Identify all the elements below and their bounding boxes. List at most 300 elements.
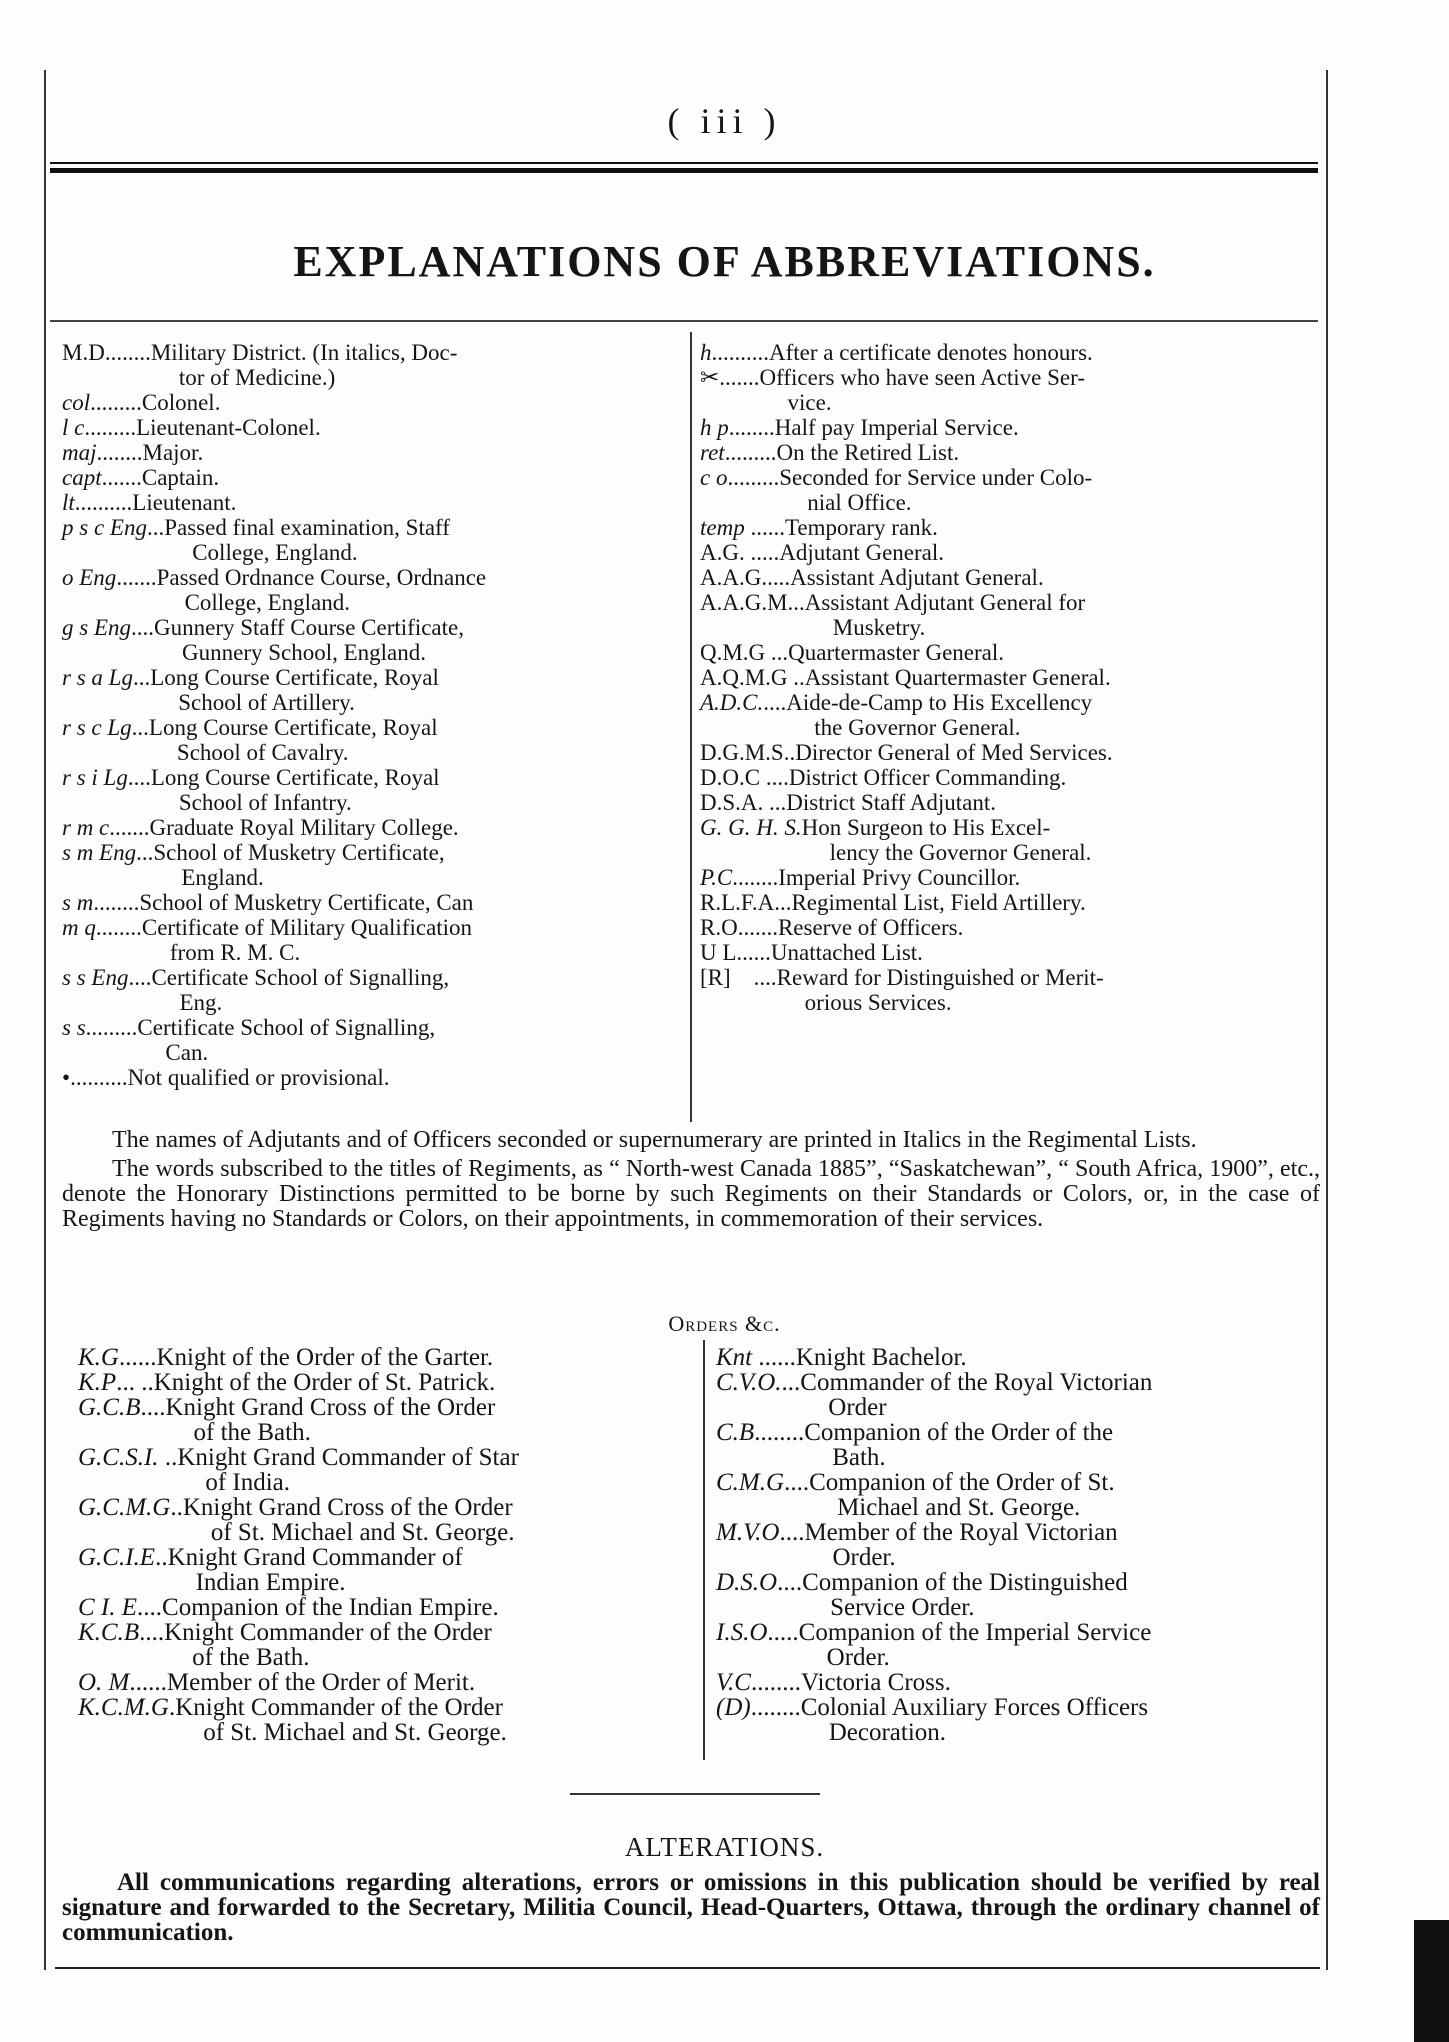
abbreviation-definition-line: Reward for Distinguished or Merit- xyxy=(776,965,1104,990)
abbreviation-entry xyxy=(700,965,1320,1015)
abbreviation-leader-dots: .... xyxy=(131,615,154,640)
order-leader-dots: . xyxy=(168,1694,176,1721)
order-entry xyxy=(716,1470,1320,1520)
abbreviation-definition xyxy=(779,465,1320,515)
abbreviation-definition-line: Certificate of Military Qualification xyxy=(141,915,473,940)
abbreviation-leader-dots: ......... xyxy=(90,390,142,415)
abbreviation-definition-line: Quartermaster General. xyxy=(788,640,1004,665)
order-definition-line: Knight Grand Commander of Star xyxy=(177,1444,519,1471)
order-definition-line: Knight of the Order of the Garter. xyxy=(156,1344,494,1371)
abbreviation-entry xyxy=(62,715,672,765)
abbreviation-leader-dots: .. xyxy=(793,590,805,615)
order-leader-dots: ..... xyxy=(767,1619,799,1646)
header-rule-thin xyxy=(50,162,1318,164)
abbreviation-definition-line: Hon Surgeon to His Excel- xyxy=(801,815,1051,840)
order-definition xyxy=(809,1470,1320,1520)
abbreviation-definition xyxy=(136,415,672,440)
abbreviation-leader-dots: .... xyxy=(128,965,152,990)
order-definition-line: Victoria Cross. xyxy=(800,1669,951,1696)
header-rule-thick xyxy=(50,168,1318,173)
order-definition xyxy=(804,1420,1320,1470)
abbreviation-definition xyxy=(771,940,1320,965)
order-definition xyxy=(164,1620,678,1670)
abbreviation-definition xyxy=(802,815,1320,865)
abbreviation-leader-dots: .... xyxy=(760,765,789,790)
abbreviation-entry xyxy=(62,565,672,615)
order-leader-dots: ...... xyxy=(752,1344,796,1371)
bottom-rule xyxy=(55,1967,1320,1969)
abbreviation-leader-dots: .......... xyxy=(70,1065,128,1090)
abbreviation-abbreviation: capt xyxy=(62,465,102,490)
order-leader-dots: .... xyxy=(139,1619,165,1646)
abbreviation-abbreviation: h xyxy=(700,340,712,365)
abbreviation-abbreviation: P.C xyxy=(700,865,733,890)
page-number: ( iii ) xyxy=(667,101,782,141)
abbreviation-definition xyxy=(775,415,1320,440)
alterations-paragraph: All communications regarding alterations, errors or omissions in this publication should be verified by real signature and forwarded to the Secretary, Militia Council, Head-Quarters, Ottawa, through the ordinary channel of communication. xyxy=(62,1869,1320,1946)
abbreviation-leader-dots: ... xyxy=(763,790,787,815)
abbreviation-abbreviation: p s c Eng xyxy=(62,515,147,540)
abbreviation-entry xyxy=(62,890,672,915)
order-entry xyxy=(716,1370,1320,1420)
abbreviation-abbreviation: h p xyxy=(700,415,729,440)
order-definition-line: Knight Grand Commander of xyxy=(167,1544,463,1571)
abbreviation-definition-line: vice. xyxy=(787,390,832,415)
abbreviation-entry xyxy=(62,465,672,490)
order-entry xyxy=(78,1545,678,1595)
abbreviation-definition-line: District Officer Commanding. xyxy=(788,765,1067,790)
order-leader-dots: ...... xyxy=(129,1669,167,1696)
abbreviation-leader-dots: ...... xyxy=(744,515,785,540)
abbreviation-abbreviation: maj xyxy=(62,440,97,465)
order-abbreviation: I.S.O xyxy=(716,1619,768,1646)
abbreviation-abbreviation: r s a Lg xyxy=(62,665,133,690)
order-definition xyxy=(162,1595,678,1620)
abbreviation-abbreviation: ✂ xyxy=(700,365,720,390)
order-definition-line: of St. Michael and St. George. xyxy=(210,1519,515,1546)
order-definition xyxy=(177,1445,678,1495)
order-definition xyxy=(796,1345,1320,1370)
abbreviation-leader-dots: ....... xyxy=(116,565,157,590)
abbreviation-definition-line: nial Office. xyxy=(807,490,912,515)
abbreviation-abbreviation: l c xyxy=(62,415,85,440)
abbreviation-abbreviation: ret xyxy=(700,440,725,465)
abbreviation-definition-line: the Governor General. xyxy=(814,715,1021,740)
column-divider xyxy=(690,332,692,1122)
order-abbreviation: K.C.M.G xyxy=(78,1694,169,1721)
abbreviation-definition-line: Passed final examination, Staff xyxy=(164,515,450,540)
order-definition-line: Companion of the Distinguished xyxy=(802,1569,1128,1596)
abbreviation-definition-line: Seconded for Service under Colo- xyxy=(779,465,1093,490)
order-abbreviation: G.C.I.E xyxy=(78,1544,156,1571)
abbreviation-definition xyxy=(151,765,672,815)
order-entry xyxy=(78,1395,678,1445)
order-entry xyxy=(78,1495,678,1545)
abbreviation-entry xyxy=(700,465,1320,515)
abbreviation-leader-dots: ........ xyxy=(96,440,143,465)
abbreviation-entry xyxy=(62,390,672,415)
order-definition-line: of India. xyxy=(205,1469,291,1496)
abbreviation-entry xyxy=(62,490,672,515)
abbreviation-definition-line: Colonel. xyxy=(141,390,221,415)
abbreviation-definition xyxy=(786,690,1320,740)
order-leader-dots: ... .. xyxy=(116,1369,154,1396)
order-abbreviation: K.P xyxy=(78,1369,117,1396)
left-orders-list xyxy=(78,1345,678,1745)
order-definition-line: Commander of the Royal Victorian xyxy=(800,1369,1153,1396)
abbreviation-abbreviation: Q.M.G xyxy=(700,640,766,665)
abbreviation-leader-dots: ....... xyxy=(101,465,142,490)
abbreviation-leader-dots: ..... xyxy=(744,540,780,565)
order-entry xyxy=(78,1595,678,1620)
abbreviation-abbreviation: • xyxy=(62,1065,71,1090)
abbreviation-definition xyxy=(150,815,672,840)
abbreviation-abbreviation: U L xyxy=(700,940,737,965)
notes-section xyxy=(62,1128,1320,1236)
abbreviation-definition-line: Captain. xyxy=(141,465,220,490)
abbreviation-definition-line: Not qualified or provisional. xyxy=(127,1065,390,1090)
abbreviation-entry xyxy=(700,765,1320,790)
order-entry xyxy=(716,1620,1320,1670)
abbreviation-definition-line: Passed Ordnance Course, Ordnance xyxy=(156,565,487,590)
order-definition xyxy=(183,1495,678,1545)
abbreviation-definition-line: College, England. xyxy=(184,590,350,615)
abbreviation-definition-line: School of Musketry Certificate, Can xyxy=(139,890,474,915)
abbreviation-leader-dots: ... xyxy=(765,640,789,665)
order-entry xyxy=(78,1670,678,1695)
abbreviation-definition xyxy=(795,740,1320,765)
abbreviation-entry xyxy=(62,665,672,715)
abbreviation-abbreviation: s s xyxy=(62,1015,86,1040)
abbreviation-definition-line: Regimental List, Field Artillery. xyxy=(791,890,1086,915)
order-definition-line: of the Bath. xyxy=(193,1419,311,1446)
order-leader-dots: ... xyxy=(781,1369,801,1396)
abbreviation-abbreviation: m q xyxy=(62,915,96,940)
abbreviation-definition xyxy=(128,1065,672,1090)
order-definition xyxy=(801,1670,1320,1695)
order-abbreviation: K.C.B xyxy=(78,1619,140,1646)
abbreviation-leader-dots: .. xyxy=(783,740,796,765)
abbreviation-definition-line: from R. M. C. xyxy=(169,940,301,965)
order-definition-line: Colonial Auxiliary Forces Officers xyxy=(800,1694,1149,1721)
abbreviation-definition-line: On the Retired List. xyxy=(776,440,960,465)
order-definition xyxy=(802,1570,1320,1620)
abbreviation-leader-dots: .... xyxy=(767,565,791,590)
abbreviation-definition-line: Director General of Med Services. xyxy=(795,740,1113,765)
order-definition-line: Knight Grand Cross of the Order xyxy=(165,1394,496,1421)
order-leader-dots: .. xyxy=(170,1494,183,1521)
abbreviation-definition xyxy=(149,715,672,765)
order-definition-line: Indian Empire. xyxy=(195,1569,346,1596)
abbreviation-definition-line: Unattached List. xyxy=(770,940,923,965)
abbreviation-leader-dots: ........ xyxy=(732,865,779,890)
order-leader-dots: .... xyxy=(784,1469,810,1496)
abbreviation-definition xyxy=(777,965,1320,1015)
abbreviation-abbreviation: A.G. xyxy=(700,540,745,565)
section-divider xyxy=(570,1793,820,1795)
abbreviation-definition xyxy=(150,665,672,715)
abbreviation-entry xyxy=(62,1065,672,1090)
order-entry xyxy=(716,1520,1320,1570)
abbreviation-definition-line: School of Artillery. xyxy=(178,690,355,715)
abbreviation-abbreviation: A.A.G. xyxy=(700,565,768,590)
abbreviation-definition-line: School of Musketry Certificate, xyxy=(153,840,445,865)
abbreviation-definition-line: Certificate School of Signalling, xyxy=(137,1015,436,1040)
abbreviation-entry xyxy=(62,840,672,890)
abbreviation-abbreviation: D.O.C xyxy=(700,765,761,790)
order-definition-line: Knight Commander of the Order xyxy=(164,1619,492,1646)
order-abbreviation: V.C xyxy=(716,1669,751,1696)
order-entry xyxy=(78,1345,678,1370)
abbreviation-definition-line: Major. xyxy=(142,440,204,465)
order-definition-line: of St. Michael and St. George. xyxy=(203,1719,507,1746)
order-abbreviation: (D) xyxy=(716,1694,751,1721)
order-definition-line: Member of the Order of Merit. xyxy=(166,1669,476,1696)
order-definition-line: Knight Grand Cross of the Order xyxy=(182,1494,513,1521)
page-title: EXPLANATIONS OF ABBREVIATIONS. xyxy=(293,237,1156,286)
abbreviation-definition-line: Adjutant General. xyxy=(779,540,945,565)
order-leader-dots: .... xyxy=(140,1394,166,1421)
abbreviation-entry xyxy=(700,515,1320,540)
abbreviation-leader-dots: ......... xyxy=(724,440,777,465)
order-abbreviation: C.B xyxy=(716,1419,755,1446)
order-definition-line: Bath. xyxy=(832,1444,886,1471)
order-definition-line: Order. xyxy=(826,1644,890,1671)
left-abbreviation-list xyxy=(62,340,672,1090)
abbreviation-leader-dots: ...... xyxy=(736,940,771,965)
abbreviation-definition xyxy=(788,640,1320,665)
abbreviation-leader-dots: ....... xyxy=(719,365,760,390)
abbreviation-entry xyxy=(62,515,672,565)
abbreviation-definition xyxy=(778,915,1320,940)
order-entry xyxy=(716,1345,1320,1370)
abbreviation-abbreviation: r s i Lg xyxy=(62,765,128,790)
abbreviation-definition-line: Half pay Imperial Service. xyxy=(774,415,1019,440)
order-abbreviation: G.C.S.I. xyxy=(78,1444,159,1471)
order-leader-dots: ...... xyxy=(118,1344,157,1371)
order-definition-line: of the Bath. xyxy=(192,1644,310,1671)
abbreviation-definition-line: tor of Medicine.) xyxy=(178,365,336,390)
order-definition xyxy=(175,1695,678,1745)
abbreviation-leader-dots: .... xyxy=(127,765,151,790)
order-leader-dots: .... xyxy=(779,1519,805,1546)
orders-divider xyxy=(703,1340,705,1760)
abbreviation-leader-dots: .. xyxy=(787,665,805,690)
order-entry xyxy=(716,1570,1320,1620)
order-abbreviation: M.V.O xyxy=(716,1519,780,1546)
abbreviation-definition xyxy=(776,440,1320,465)
order-definition-line: Knight Bachelor. xyxy=(795,1344,967,1371)
abbreviation-definition xyxy=(786,790,1320,815)
order-entry xyxy=(78,1695,678,1745)
abbreviation-entry xyxy=(700,365,1320,415)
abbreviation-definition-line: Temporary rank. xyxy=(784,515,938,540)
abbreviation-entry xyxy=(62,615,672,665)
abbreviation-leader-dots: ...... xyxy=(743,915,778,940)
abbreviation-abbreviation: g s Eng xyxy=(62,615,131,640)
abbreviation-abbreviation: A.D.C. xyxy=(700,690,764,715)
order-definition-line: Companion of the Imperial Service xyxy=(798,1619,1152,1646)
abbreviation-definition xyxy=(142,915,672,965)
abbreviation-abbreviation: R.L.F.A xyxy=(700,890,775,915)
order-definition-line: Knight of the Order of St. Patrick. xyxy=(153,1369,496,1396)
abbreviation-leader-dots: .... xyxy=(763,690,787,715)
abbreviation-entry xyxy=(62,765,672,815)
abbreviation-definition xyxy=(779,540,1320,565)
abbreviation-leader-dots: ......... xyxy=(85,1015,138,1040)
order-abbreviation: Knt xyxy=(716,1344,753,1371)
abbreviation-definition-line: Military District. (In italics, Doc- xyxy=(150,340,458,365)
abbreviation-definition-line: School of Cavalry. xyxy=(176,740,349,765)
orders-heading: Orders &c. xyxy=(668,1311,781,1336)
abbreviation-definition-line: Lieutenant. xyxy=(132,490,237,515)
abbreviation-abbreviation: c o xyxy=(700,465,728,490)
note-italics: The names of Adjutants and of Officers seconded or supernumerary are printed in Italics in the Regimental Lists. xyxy=(112,1127,1197,1153)
abbreviation-definition xyxy=(142,390,672,415)
abbreviation-definition-line: Reserve of Officers. xyxy=(777,915,964,940)
right-orders-list xyxy=(716,1345,1320,1745)
order-entry xyxy=(716,1420,1320,1470)
abbreviation-definition-line: Officers who have seen Active Ser- xyxy=(759,365,1086,390)
abbreviation-abbreviation: s s Eng xyxy=(62,965,129,990)
abbreviation-definition-line: Lieutenant-Colonel. xyxy=(136,415,321,440)
abbreviation-definition-line: Can. xyxy=(165,1040,209,1065)
abbreviation-entry xyxy=(700,440,1320,465)
abbreviation-entry xyxy=(700,815,1320,865)
abbreviation-entry xyxy=(62,815,672,840)
abbreviation-entry xyxy=(700,590,1320,640)
abbreviation-leader-dots: ... xyxy=(132,665,151,690)
order-definition xyxy=(804,1520,1320,1570)
abbreviation-entry xyxy=(700,690,1320,740)
order-abbreviation: K.G xyxy=(78,1344,119,1371)
abbreviation-abbreviation: o Eng xyxy=(62,565,117,590)
abbreviation-definition xyxy=(785,515,1320,540)
abbreviation-definition xyxy=(151,965,672,1015)
order-abbreviation: C.V.O. xyxy=(716,1369,782,1396)
abbreviation-definition-line: Musketry. xyxy=(832,615,926,640)
abbreviation-definition xyxy=(790,565,1320,590)
abbreviation-entry xyxy=(62,440,672,465)
abbreviation-entry xyxy=(700,790,1320,815)
order-entry xyxy=(716,1695,1320,1745)
abbreviation-leader-dots: ... xyxy=(131,715,149,740)
abbreviation-definition xyxy=(132,490,672,515)
order-abbreviation: C.M.G xyxy=(716,1469,785,1496)
order-leader-dots: .... xyxy=(137,1594,163,1621)
abbreviation-leader-dots: ....... xyxy=(109,815,150,840)
order-entry xyxy=(78,1620,678,1670)
abbreviation-entry xyxy=(62,965,672,1015)
abbreviation-definition-line: Gunnery School, England. xyxy=(182,640,427,665)
order-definition-line: Companion of the Order of the xyxy=(804,1419,1114,1446)
order-definition xyxy=(167,1670,678,1695)
order-definition-line: Decoration. xyxy=(828,1719,947,1746)
abbreviation-definition xyxy=(769,340,1320,365)
order-leader-dots: ........ xyxy=(754,1419,805,1446)
abbreviation-abbreviation: col xyxy=(62,390,91,415)
abbreviation-entry xyxy=(700,940,1320,965)
abbreviation-entry xyxy=(62,1015,672,1065)
abbreviation-definition-line: orious Services. xyxy=(804,990,952,1015)
order-abbreviation: G.C.B xyxy=(78,1394,141,1421)
order-leader-dots: ........ xyxy=(750,1694,801,1721)
note-honorary-distinctions: The words subscribed to the titles of Regiments, as “ North-west Canada 1885”, “Saskatchewan”, “ South Africa, 1900”, etc., denote the Honorary Distinctions permitted to be borne by such Regiments on their Standards or Colors, or, in the case of Regiments having no Standards or Colors, on their appointments, in commemoration of their services. xyxy=(62,1156,1320,1232)
abbreviation-definition-line: School of Infantry. xyxy=(178,790,352,815)
abbreviation-definition-line: Certificate School of Signalling, xyxy=(151,965,450,990)
order-definition-line: Michael and St. George. xyxy=(837,1494,1081,1521)
abbreviation-definition xyxy=(137,1015,672,1065)
abbreviation-definition-line: Imperial Privy Councillor. xyxy=(778,865,1021,890)
order-definition xyxy=(168,1545,678,1595)
abbreviation-abbreviation: D.S.A. xyxy=(700,790,764,815)
alterations-heading: ALTERATIONS. xyxy=(624,1832,825,1862)
abbreviation-entry xyxy=(62,340,672,390)
abbreviation-abbreviation: M.D xyxy=(62,340,105,365)
order-definition-line: Knight Commander of the Order xyxy=(175,1694,503,1721)
abbreviation-abbreviation: A.Q.M.G xyxy=(700,665,788,690)
abbreviation-definition-line: Eng. xyxy=(179,990,223,1015)
abbreviation-definition-line: After a certificate denotes honours. xyxy=(769,340,1093,365)
abbreviation-entry xyxy=(700,415,1320,440)
abbreviation-abbreviation: A.A.G.M. xyxy=(700,590,794,615)
order-definition-line: Order. xyxy=(832,1544,896,1571)
order-entry xyxy=(78,1370,678,1395)
abbreviation-entry xyxy=(700,340,1320,365)
abbreviation-abbreviation: D.G.M.S xyxy=(700,740,784,765)
order-definition-line: Companion of the Order of St. xyxy=(809,1469,1115,1496)
abbreviation-definition xyxy=(154,615,672,665)
abbreviation-abbreviation: R.O. xyxy=(700,915,744,940)
order-entry xyxy=(716,1670,1320,1695)
abbreviation-definition-line: Gunnery Staff Course Certificate, xyxy=(154,615,464,640)
abbreviation-definition-line: College, England. xyxy=(192,540,358,565)
alterations-text xyxy=(62,1870,1320,1945)
abbreviation-entry xyxy=(700,565,1320,590)
abbreviation-definition-line: Graduate Royal Military College. xyxy=(149,815,459,840)
abbreviation-leader-dots: ... xyxy=(146,515,165,540)
abbreviation-entry xyxy=(700,640,1320,665)
order-definition xyxy=(799,1620,1320,1670)
abbreviation-entry xyxy=(62,415,672,440)
abbreviation-abbreviation: lt xyxy=(62,490,75,515)
abbreviation-definition xyxy=(143,440,673,465)
order-definition xyxy=(154,1370,678,1395)
abbreviation-definition xyxy=(791,890,1320,915)
abbreviation-leader-dots: .......... xyxy=(74,490,133,515)
order-leader-dots: .... xyxy=(777,1569,803,1596)
abbreviation-definition-line: District Staff Adjutant. xyxy=(786,790,997,815)
abbreviation-leader-dots: ... xyxy=(774,890,792,915)
abbreviation-definition xyxy=(760,365,1320,415)
abbreviation-definition xyxy=(805,590,1320,640)
abbreviation-definition xyxy=(789,765,1320,790)
order-leader-dots: .. xyxy=(158,1444,178,1471)
abbreviation-leader-dots: ........ xyxy=(728,415,775,440)
abbreviation-definition xyxy=(142,465,672,490)
order-definition-line: Order xyxy=(828,1394,887,1421)
abbreviation-abbreviation: G. G. H. S. xyxy=(700,815,802,840)
abbreviation-leader-dots: ........ xyxy=(95,915,142,940)
abbreviation-definition-line: Long Course Certificate, Royal xyxy=(150,665,439,690)
scan-edge-bar xyxy=(1414,1920,1449,2042)
abbreviation-leader-dots: .... xyxy=(730,965,777,990)
abbreviation-leader-dots: ......... xyxy=(84,415,137,440)
order-leader-dots: .. xyxy=(155,1544,168,1571)
abbreviation-entry xyxy=(700,865,1320,890)
abbreviation-leader-dots: .......... xyxy=(711,340,769,365)
order-definition-line: Companion of the Indian Empire. xyxy=(162,1594,499,1621)
